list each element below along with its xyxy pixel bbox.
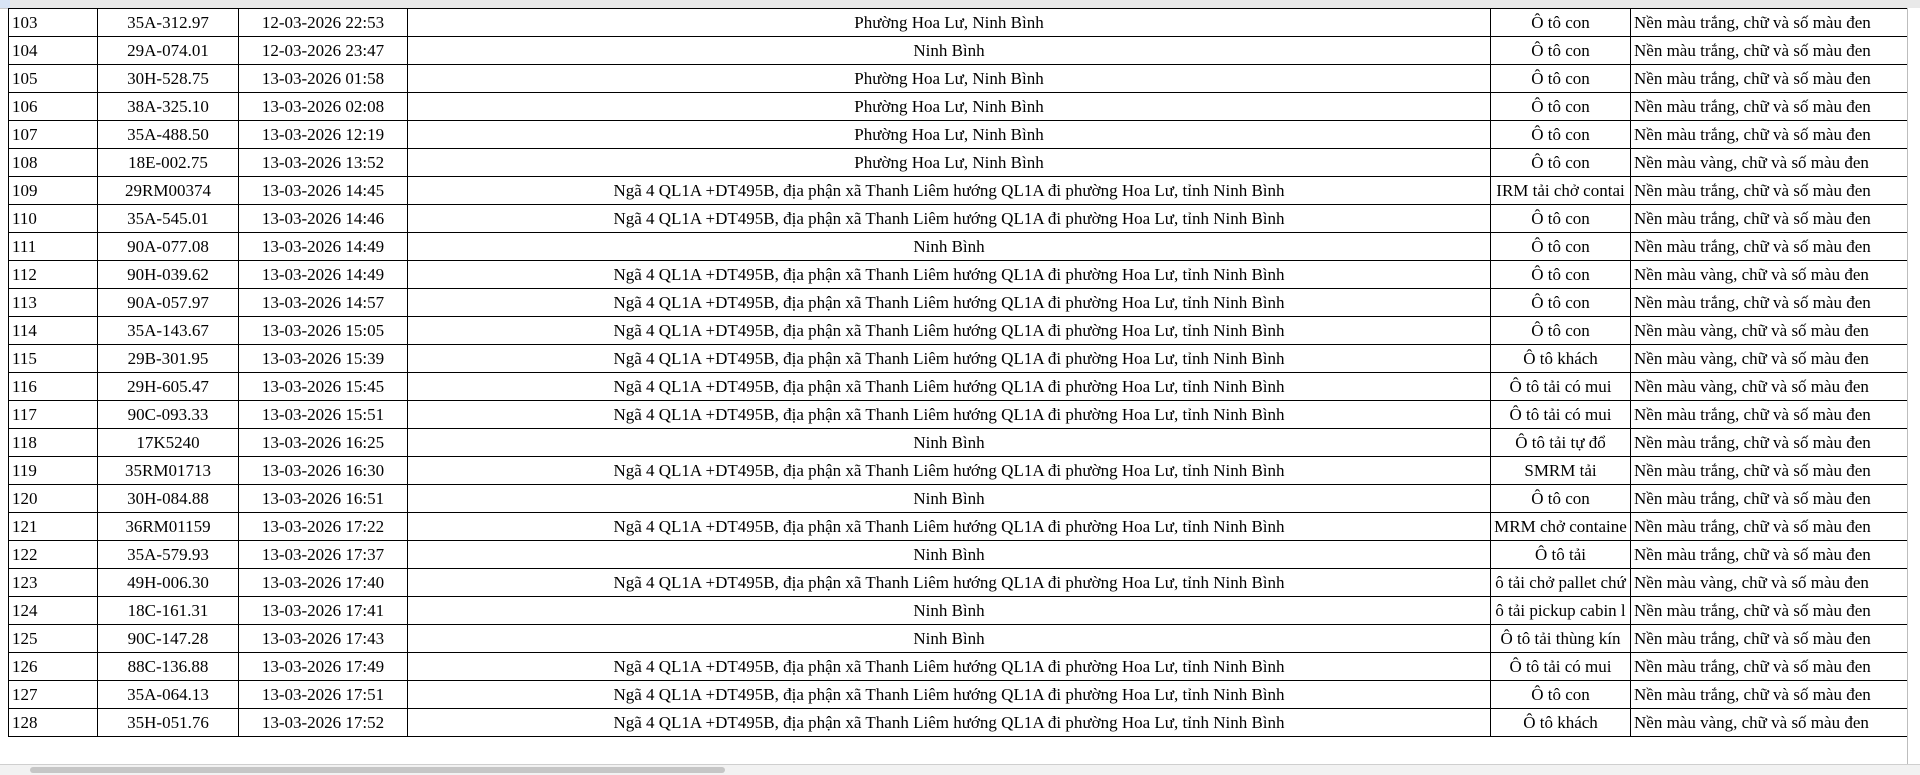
vehicle-type-cell[interactable]: Ô tô con: [1491, 93, 1631, 121]
location-cell[interactable]: Phường Hoa Lư, Ninh Bình: [408, 149, 1491, 177]
timestamp-cell[interactable]: 13-03-2026 14:49: [239, 261, 408, 289]
plate-number-cell[interactable]: 35A-064.13: [98, 681, 239, 709]
table-row: [9, 233, 1913, 261]
plate-color-cell[interactable]: Nền màu trắng, chữ và số màu đen: [1631, 289, 1913, 317]
vehicle-type-cell[interactable]: Ô tô tải thùng kín: [1491, 625, 1631, 653]
vehicle-type-cell[interactable]: Ô tô khách: [1491, 345, 1631, 373]
plate-color-cell[interactable]: Nền màu trắng, chữ và số màu đen: [1631, 597, 1913, 625]
vehicle-type-cell[interactable]: Ô tô con: [1491, 317, 1631, 345]
location-cell[interactable]: Ngã 4 QL1A +DT495B, địa phận xã Thanh Liêm hướng QL1A đi phường Hoa Lư, tỉnh Ninh Bình: [408, 261, 1491, 289]
vehicle-type-cell[interactable]: Ô tô khách: [1491, 709, 1631, 737]
location-cell[interactable]: Ngã 4 QL1A +DT495B, địa phận xã Thanh Liêm hướng QL1A đi phường Hoa Lư, tỉnh Ninh Bình: [408, 205, 1491, 233]
plate-number-cell[interactable]: 88C-136.88: [98, 653, 239, 681]
vehicle-type-cell[interactable]: Ô tô con: [1491, 681, 1631, 709]
timestamp-cell[interactable]: 13-03-2026 01:58: [239, 65, 408, 93]
location-cell[interactable]: Ninh Bình: [408, 429, 1491, 457]
plate-color-cell[interactable]: Nền màu trắng, chữ và số màu đen: [1631, 93, 1913, 121]
selected-cell-indicator: [0, 0, 10, 8]
plate-number-cell[interactable]: 36RM01159: [98, 513, 239, 541]
row-number-cell[interactable]: 114: [9, 317, 98, 345]
vehicle-type-cell[interactable]: Ô tô con: [1491, 205, 1631, 233]
plate-number-cell[interactable]: 18C-161.31: [98, 597, 239, 625]
plate-number-cell[interactable]: 29H-605.47: [98, 373, 239, 401]
location-cell[interactable]: Ngã 4 QL1A +DT495B, địa phận xã Thanh Liêm hướng QL1A đi phường Hoa Lư, tỉnh Ninh Bình: [408, 317, 1491, 345]
table-row: [9, 597, 1913, 625]
row-number-cell[interactable]: 104: [9, 37, 98, 65]
row-number-cell[interactable]: 125: [9, 625, 98, 653]
horizontal-scrollbar-thumb[interactable]: [30, 767, 725, 773]
plate-number-cell[interactable]: 29RM00374: [98, 177, 239, 205]
table-row: [9, 457, 1913, 485]
plate-color-cell[interactable]: Nền màu trắng, chữ và số màu đen: [1631, 541, 1913, 569]
timestamp-cell[interactable]: 13-03-2026 13:52: [239, 149, 408, 177]
timestamp-cell[interactable]: 13-03-2026 14:49: [239, 233, 408, 261]
timestamp-cell[interactable]: 13-03-2026 15:51: [239, 401, 408, 429]
plate-number-cell[interactable]: 90A-057.97: [98, 289, 239, 317]
row-number-cell[interactable]: 113: [9, 289, 98, 317]
location-cell[interactable]: Ngã 4 QL1A +DT495B, địa phận xã Thanh Liêm hướng QL1A đi phường Hoa Lư, tỉnh Ninh Bình: [408, 569, 1491, 597]
table-row: [9, 205, 1913, 233]
plate-color-cell[interactable]: Nền màu vàng, chữ và số màu đen: [1631, 569, 1913, 597]
table-row: [9, 681, 1913, 709]
row-number-cell[interactable]: 116: [9, 373, 98, 401]
vehicle-type-cell[interactable]: Ô tô con: [1491, 485, 1631, 513]
row-number-cell[interactable]: 117: [9, 401, 98, 429]
vehicle-type-cell[interactable]: Ô tô tải có mui: [1491, 373, 1631, 401]
plate-color-cell[interactable]: Nền màu trắng, chữ và số màu đen: [1631, 681, 1913, 709]
table-row: [9, 93, 1913, 121]
vehicle-violation-table: [8, 8, 1913, 737]
plate-number-cell[interactable]: 90A-077.08: [98, 233, 239, 261]
timestamp-cell[interactable]: 13-03-2026 15:45: [239, 373, 408, 401]
timestamp-cell[interactable]: 13-03-2026 17:52: [239, 709, 408, 737]
row-number-cell[interactable]: 126: [9, 653, 98, 681]
timestamp-cell[interactable]: 13-03-2026 17:49: [239, 653, 408, 681]
plate-color-cell[interactable]: Nền màu trắng, chữ và số màu đen: [1631, 233, 1913, 261]
row-number-cell[interactable]: 111: [9, 233, 98, 261]
vehicle-type-cell[interactable]: Ô tô tải có mui: [1491, 401, 1631, 429]
location-cell[interactable]: Phường Hoa Lư, Ninh Bình: [408, 121, 1491, 149]
table-row: [9, 429, 1913, 457]
table-row: [9, 541, 1913, 569]
row-number-cell[interactable]: 118: [9, 429, 98, 457]
plate-number-cell[interactable]: 90C-147.28: [98, 625, 239, 653]
timestamp-cell[interactable]: 13-03-2026 14:45: [239, 177, 408, 205]
location-cell[interactable]: Ninh Bình: [408, 233, 1491, 261]
plate-number-cell[interactable]: 18E-002.75: [98, 149, 239, 177]
plate-number-cell[interactable]: 35A-143.67: [98, 317, 239, 345]
row-number-cell[interactable]: 120: [9, 485, 98, 513]
plate-number-cell[interactable]: 30H-084.88: [98, 485, 239, 513]
timestamp-cell[interactable]: 13-03-2026 17:41: [239, 597, 408, 625]
row-number-cell[interactable]: 128: [9, 709, 98, 737]
plate-color-cell[interactable]: Nền màu trắng, chữ và số màu đen: [1631, 513, 1913, 541]
plate-color-cell[interactable]: Nền màu trắng, chữ và số màu đen: [1631, 457, 1913, 485]
vehicle-type-cell[interactable]: Ô tô con: [1491, 261, 1631, 289]
plate-number-cell[interactable]: 30H-528.75: [98, 65, 239, 93]
location-cell[interactable]: Ngã 4 QL1A +DT495B, địa phận xã Thanh Liêm hướng QL1A đi phường Hoa Lư, tỉnh Ninh Bình: [408, 681, 1491, 709]
vehicle-type-cell[interactable]: IRM tải chở contai: [1491, 177, 1631, 205]
plate-color-cell[interactable]: Nền màu trắng, chữ và số màu đen: [1631, 485, 1913, 513]
plate-number-cell[interactable]: 35A-488.50: [98, 121, 239, 149]
table-row: [9, 625, 1913, 653]
location-cell[interactable]: Phường Hoa Lư, Ninh Bình: [408, 9, 1491, 37]
vehicle-type-cell[interactable]: MRM chở containe: [1491, 513, 1631, 541]
timestamp-cell[interactable]: 12-03-2026 22:53: [239, 9, 408, 37]
plate-color-cell[interactable]: Nền màu trắng, chữ và số màu đen: [1631, 625, 1913, 653]
plate-color-cell[interactable]: Nền màu trắng, chữ và số màu đen: [1631, 37, 1913, 65]
table-row: [9, 149, 1913, 177]
location-cell[interactable]: Phường Hoa Lư, Ninh Bình: [408, 65, 1491, 93]
table-row: [9, 569, 1913, 597]
row-number-cell[interactable]: 107: [9, 121, 98, 149]
timestamp-cell[interactable]: 12-03-2026 23:47: [239, 37, 408, 65]
plate-number-cell[interactable]: 35RM01713: [98, 457, 239, 485]
vehicle-type-cell[interactable]: Ô tô con: [1491, 9, 1631, 37]
plate-number-cell[interactable]: 90C-093.33: [98, 401, 239, 429]
vehicle-type-cell[interactable]: Ô tô con: [1491, 121, 1631, 149]
row-number-cell[interactable]: 119: [9, 457, 98, 485]
plate-number-cell[interactable]: 90H-039.62: [98, 261, 239, 289]
plate-color-cell[interactable]: Nền màu vàng, chữ và số màu đen: [1631, 345, 1913, 373]
plate-color-cell[interactable]: Nền màu trắng, chữ và số màu đen: [1631, 65, 1913, 93]
location-cell[interactable]: Ngã 4 QL1A +DT495B, địa phận xã Thanh Liêm hướng QL1A đi phường Hoa Lư, tỉnh Ninh Bình: [408, 653, 1491, 681]
row-number-cell[interactable]: 106: [9, 93, 98, 121]
row-number-cell[interactable]: 127: [9, 681, 98, 709]
row-number-cell[interactable]: 124: [9, 597, 98, 625]
vehicle-type-cell[interactable]: Ô tô con: [1491, 149, 1631, 177]
timestamp-cell[interactable]: 13-03-2026 14:57: [239, 289, 408, 317]
plate-color-cell[interactable]: Nền màu vàng, chữ và số màu đen: [1631, 261, 1913, 289]
plate-color-cell[interactable]: Nền màu vàng, chữ và số màu đen: [1631, 317, 1913, 345]
timestamp-cell[interactable]: 13-03-2026 02:08: [239, 93, 408, 121]
plate-color-cell[interactable]: Nền màu vàng, chữ và số màu đen: [1631, 149, 1913, 177]
plate-color-cell[interactable]: Nền màu trắng, chữ và số màu đen: [1631, 177, 1913, 205]
table-row: [9, 653, 1913, 681]
table-row: [9, 513, 1913, 541]
plate-number-cell[interactable]: 38A-325.10: [98, 93, 239, 121]
location-cell[interactable]: Ninh Bình: [408, 37, 1491, 65]
plate-color-cell[interactable]: Nền màu trắng, chữ và số màu đen: [1631, 205, 1913, 233]
location-cell[interactable]: Ngã 4 QL1A +DT495B, địa phận xã Thanh Liêm hướng QL1A đi phường Hoa Lư, tỉnh Ninh Bình: [408, 373, 1491, 401]
vehicle-type-cell[interactable]: Ô tô tải tự đổ: [1491, 429, 1631, 457]
location-cell[interactable]: Ninh Bình: [408, 541, 1491, 569]
location-cell[interactable]: Phường Hoa Lư, Ninh Bình: [408, 93, 1491, 121]
table-row: [9, 709, 1913, 737]
vehicle-type-cell[interactable]: ô tải pickup cabin l: [1491, 597, 1631, 625]
location-cell[interactable]: Ngã 4 QL1A +DT495B, địa phận xã Thanh Liêm hướng QL1A đi phường Hoa Lư, tỉnh Ninh Bình: [408, 457, 1491, 485]
vehicle-type-cell[interactable]: Ô tô tải: [1491, 541, 1631, 569]
table-row: [9, 9, 1913, 37]
location-cell[interactable]: Ngã 4 QL1A +DT495B, địa phận xã Thanh Liêm hướng QL1A đi phường Hoa Lư, tỉnh Ninh Bình: [408, 345, 1491, 373]
table-row: [9, 121, 1913, 149]
plate-number-cell[interactable]: 29A-074.01: [98, 37, 239, 65]
plate-color-cell[interactable]: Nền màu vàng, chữ và số màu đen: [1631, 709, 1913, 737]
table-row: [9, 401, 1913, 429]
vehicle-type-cell[interactable]: Ô tô con: [1491, 65, 1631, 93]
timestamp-cell[interactable]: 13-03-2026 17:51: [239, 681, 408, 709]
plate-color-cell[interactable]: Nền màu trắng, chữ và số màu đen: [1631, 121, 1913, 149]
location-cell[interactable]: Ninh Bình: [408, 625, 1491, 653]
row-number-cell[interactable]: 122: [9, 541, 98, 569]
timestamp-cell[interactable]: 13-03-2026 12:19: [239, 121, 408, 149]
location-cell[interactable]: Ninh Bình: [408, 485, 1491, 513]
vehicle-type-cell[interactable]: SMRM tải: [1491, 457, 1631, 485]
table-row: [9, 37, 1913, 65]
location-cell[interactable]: Ngã 4 QL1A +DT495B, địa phận xã Thanh Liêm hướng QL1A đi phường Hoa Lư, tỉnh Ninh Bình: [408, 177, 1491, 205]
timestamp-cell[interactable]: 13-03-2026 15:39: [239, 345, 408, 373]
timestamp-cell[interactable]: 13-03-2026 15:05: [239, 317, 408, 345]
timestamp-cell[interactable]: 13-03-2026 17:40: [239, 569, 408, 597]
plate-color-cell[interactable]: Nền màu trắng, chữ và số màu đen: [1631, 429, 1913, 457]
row-number-cell[interactable]: 103: [9, 9, 98, 37]
table-row: [9, 485, 1913, 513]
table-row: [9, 261, 1913, 289]
timestamp-cell[interactable]: 13-03-2026 16:30: [239, 457, 408, 485]
plate-number-cell[interactable]: 17K5240: [98, 429, 239, 457]
table-row: [9, 289, 1913, 317]
plate-number-cell[interactable]: 35H-051.76: [98, 709, 239, 737]
vehicle-type-cell[interactable]: ô tải chở pallet chứ: [1491, 569, 1631, 597]
vehicle-type-cell[interactable]: Ô tô con: [1491, 289, 1631, 317]
timestamp-cell[interactable]: 13-03-2026 17:22: [239, 513, 408, 541]
row-number-cell[interactable]: 123: [9, 569, 98, 597]
table-row: [9, 65, 1913, 93]
vehicle-type-cell[interactable]: Ô tô con: [1491, 37, 1631, 65]
timestamp-cell[interactable]: 13-03-2026 16:25: [239, 429, 408, 457]
table-row: [9, 317, 1913, 345]
timestamp-cell[interactable]: 13-03-2026 17:37: [239, 541, 408, 569]
plate-color-cell[interactable]: Nền màu trắng, chữ và số màu đen: [1631, 9, 1913, 37]
plate-number-cell[interactable]: 35A-312.97: [98, 9, 239, 37]
plate-color-cell[interactable]: Nền màu trắng, chữ và số màu đen: [1631, 401, 1913, 429]
timestamp-cell[interactable]: 13-03-2026 14:46: [239, 205, 408, 233]
table-row: [9, 345, 1913, 373]
row-number-cell[interactable]: 108: [9, 149, 98, 177]
location-cell[interactable]: Ninh Bình: [408, 597, 1491, 625]
timestamp-cell[interactable]: 13-03-2026 16:51: [239, 485, 408, 513]
plate-number-cell[interactable]: 35A-545.01: [98, 205, 239, 233]
row-number-cell[interactable]: 109: [9, 177, 98, 205]
plate-number-cell[interactable]: 35A-579.93: [98, 541, 239, 569]
location-cell[interactable]: Ngã 4 QL1A +DT495B, địa phận xã Thanh Liêm hướng QL1A đi phường Hoa Lư, tỉnh Ninh Bình: [408, 513, 1491, 541]
vehicle-type-cell[interactable]: Ô tô tải có mui: [1491, 653, 1631, 681]
row-number-cell[interactable]: 105: [9, 65, 98, 93]
location-cell[interactable]: Ngã 4 QL1A +DT495B, địa phận xã Thanh Liêm hướng QL1A đi phường Hoa Lư, tỉnh Ninh Bình: [408, 401, 1491, 429]
row-number-cell[interactable]: 121: [9, 513, 98, 541]
timestamp-cell[interactable]: 13-03-2026 17:43: [239, 625, 408, 653]
location-cell[interactable]: Ngã 4 QL1A +DT495B, địa phận xã Thanh Liêm hướng QL1A đi phường Hoa Lư, tỉnh Ninh Bình: [408, 289, 1491, 317]
location-cell[interactable]: Ngã 4 QL1A +DT495B, địa phận xã Thanh Liêm hướng QL1A đi phường Hoa Lư, tỉnh Ninh Bình: [408, 709, 1491, 737]
row-number-cell[interactable]: 112: [9, 261, 98, 289]
row-number-cell[interactable]: 115: [9, 345, 98, 373]
plate-number-cell[interactable]: 49H-006.30: [98, 569, 239, 597]
plate-color-cell[interactable]: Nền màu trắng, chữ và số màu đen: [1631, 653, 1913, 681]
plate-number-cell[interactable]: 29B-301.95: [98, 345, 239, 373]
vertical-scrollbar[interactable]: [1907, 8, 1920, 766]
horizontal-scrollbar[interactable]: [0, 764, 1920, 775]
table-row: [9, 373, 1913, 401]
table-row: [9, 177, 1913, 205]
vehicle-type-cell[interactable]: Ô tô con: [1491, 233, 1631, 261]
row-number-cell[interactable]: 110: [9, 205, 98, 233]
plate-color-cell[interactable]: Nền màu vàng, chữ và số màu đen: [1631, 373, 1913, 401]
